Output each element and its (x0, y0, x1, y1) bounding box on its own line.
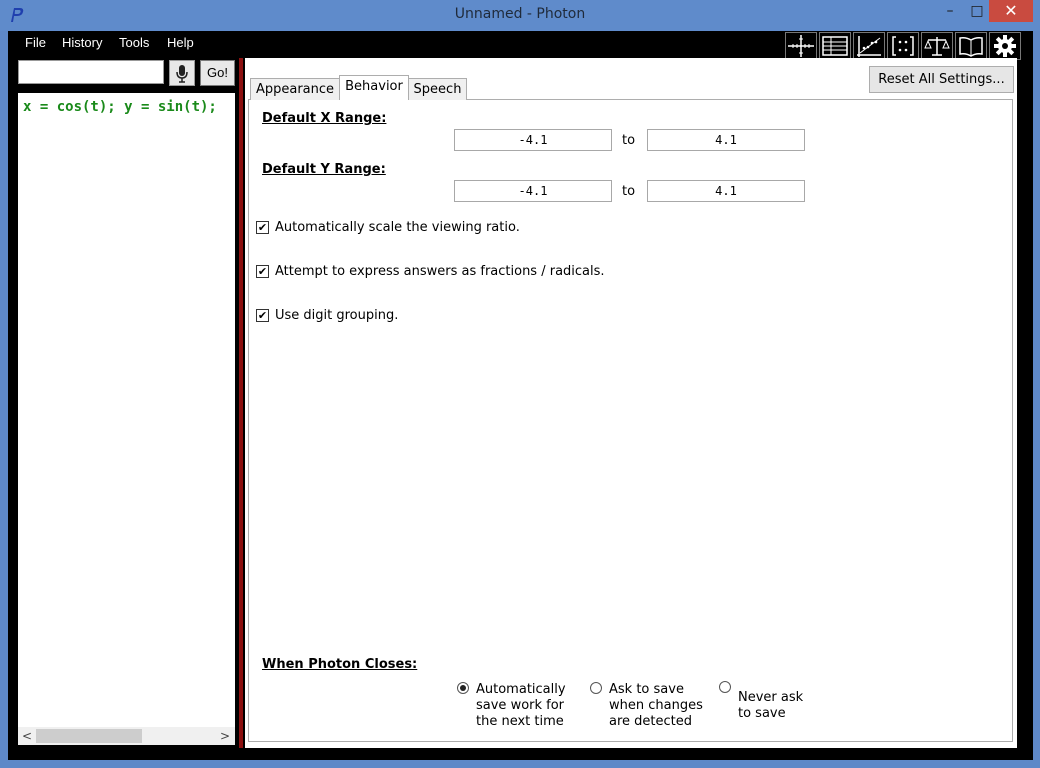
fractions-label: Attempt to express answers as fractions / radicals. (275, 264, 605, 279)
tab-speech[interactable]: Speech (408, 78, 467, 100)
y-min-field[interactable]: -4.1 (454, 180, 612, 202)
never-ask-radio[interactable] (719, 681, 731, 693)
panel-splitter[interactable] (239, 58, 243, 748)
balance-scale-icon[interactable] (921, 32, 953, 60)
expression-item[interactable]: x = cos(t); y = sin(t); (23, 99, 217, 115)
y-to-label: to (622, 184, 636, 199)
window-title: Unnamed - Photon (454, 6, 586, 22)
digit-grouping-checkbox[interactable]: ✔ (257, 309, 268, 322)
close-button[interactable]: ✕ (989, 0, 1033, 22)
matrix-icon[interactable] (887, 32, 919, 60)
y-max-field[interactable]: 4.1 (647, 180, 805, 202)
auto-scale-label: Automatically scale the viewing ratio. (275, 220, 520, 235)
fractions-checkbox[interactable]: ✔ (257, 265, 268, 278)
scatter-plot-icon[interactable] (853, 32, 885, 60)
command-input[interactable] (18, 60, 164, 84)
go-button[interactable]: Go! (200, 60, 235, 86)
scroll-left-icon[interactable]: < (22, 729, 33, 743)
tab-appearance[interactable]: Appearance (250, 78, 340, 100)
expression-list (18, 93, 235, 745)
menu-help[interactable]: Help (167, 35, 194, 50)
y-range-label: Default Y Range: (262, 162, 386, 177)
digit-grouping-label: Use digit grouping. (275, 308, 399, 323)
book-icon[interactable] (955, 32, 987, 60)
ask-to-save-radio[interactable] (590, 682, 602, 694)
menu-file[interactable]: File (25, 35, 46, 50)
scrollbar-thumb[interactable] (36, 729, 142, 743)
gear-icon[interactable] (989, 32, 1021, 60)
microphone-icon (170, 61, 194, 85)
auto-scale-checkbox[interactable]: ✔ (257, 221, 268, 234)
tab-behavior[interactable]: Behavior (339, 75, 409, 100)
microphone-button[interactable] (169, 60, 195, 86)
never-ask-label: Never ask to save (738, 690, 804, 721)
x-range-label: Default X Range: (262, 111, 387, 126)
x-min-field[interactable]: -4.1 (454, 129, 612, 151)
x-max-field[interactable]: 4.1 (647, 129, 805, 151)
reset-all-settings-button[interactable]: Reset All Settings... (869, 66, 1014, 93)
ask-to-save-label: Ask to save when changes are detected (609, 682, 703, 729)
minimize-button[interactable]: – (946, 3, 954, 19)
auto-save-radio[interactable] (457, 682, 469, 694)
menu-history[interactable]: History (62, 35, 103, 50)
menu-tools[interactable]: Tools (119, 35, 150, 50)
maximize-button[interactable]: □ (970, 3, 984, 19)
crosshair-graph-icon[interactable] (785, 32, 817, 60)
when-closes-label: When Photon Closes: (262, 657, 418, 672)
x-to-label: to (622, 133, 636, 148)
scroll-right-icon[interactable]: > (220, 729, 231, 743)
auto-save-label: Automatically save work for the next time (476, 682, 566, 729)
table-icon[interactable] (819, 32, 851, 60)
